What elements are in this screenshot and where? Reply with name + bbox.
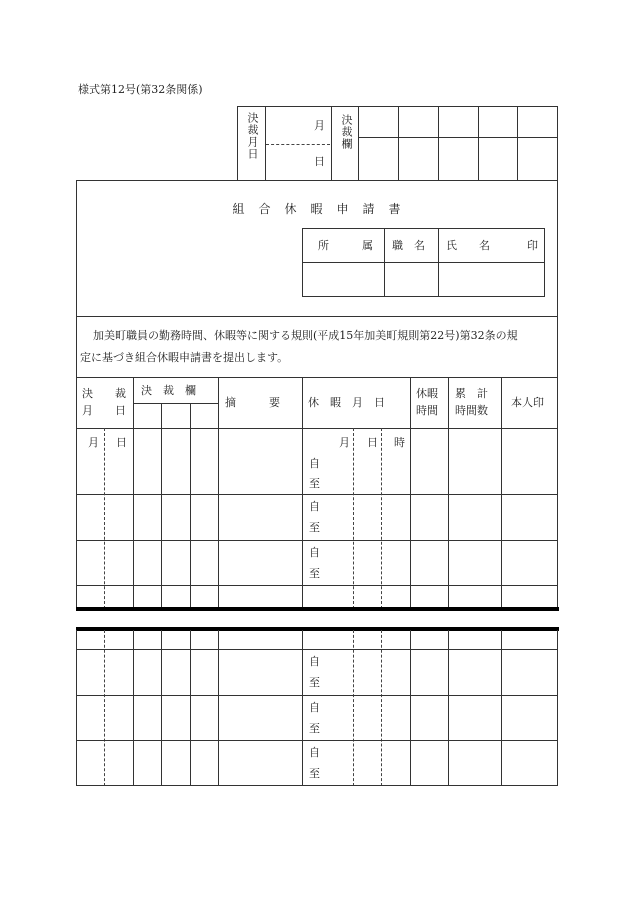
row7-from: 自	[309, 746, 320, 759]
header-cumulative-1: 累 計	[455, 387, 488, 400]
row1-from: 自	[309, 457, 320, 470]
approval-column-label: 決裁欄	[340, 114, 353, 150]
row1-month: 月	[88, 436, 99, 449]
form-label: 様式第12号(第32条関係)	[78, 83, 203, 96]
row3-to: 至	[309, 567, 320, 580]
row1-period-day: 日	[367, 436, 378, 449]
header-approval-column: 決 裁 欄	[141, 384, 196, 397]
job-title-label: 職 名	[392, 239, 425, 252]
form-title: 組 合 休 暇 申 請 書	[232, 202, 402, 216]
row5-to: 至	[309, 676, 320, 689]
body-text-line2: 定に基づき組合休暇申請書を提出します。	[80, 351, 289, 364]
name-label: 氏 名	[446, 239, 490, 252]
break-line-top	[76, 607, 559, 611]
row3-from: 自	[309, 546, 320, 559]
approval-date-label: 決裁月日	[246, 112, 259, 160]
row1-period-month: 月	[339, 436, 350, 449]
header-cumulative-2: 時間数	[455, 404, 488, 417]
body-text-line1: 加美町職員の勤務時間、休暇等に関する規則(平成15年加美町規則第22号)第32条の規	[93, 329, 518, 342]
row1-to: 至	[309, 477, 320, 490]
break-line-bottom	[76, 627, 559, 631]
row5-from: 自	[309, 655, 320, 668]
approval-month: 月	[314, 119, 325, 132]
seal-mark: 印	[527, 239, 538, 252]
row2-to: 至	[309, 521, 320, 534]
row7-to: 至	[309, 767, 320, 780]
row2-from: 自	[309, 500, 320, 513]
row6-to: 至	[309, 722, 320, 735]
row1-period-hour: 時	[394, 436, 405, 449]
header-seal: 本人印	[511, 396, 544, 409]
row1-day: 日	[116, 436, 127, 449]
row6-from: 自	[309, 701, 320, 714]
header-approval-date-2: 月 日	[82, 404, 126, 417]
header-leave-hours-2: 時間	[416, 404, 438, 417]
header-approval-date-1: 決 裁	[82, 387, 126, 400]
header-leave-hours-1: 休暇	[416, 387, 438, 400]
header-leave-period: 休 暇 月 日	[308, 396, 385, 409]
approval-day: 日	[314, 155, 325, 168]
dept-label: 所 属	[318, 239, 373, 252]
header-summary: 摘 要	[225, 396, 280, 409]
